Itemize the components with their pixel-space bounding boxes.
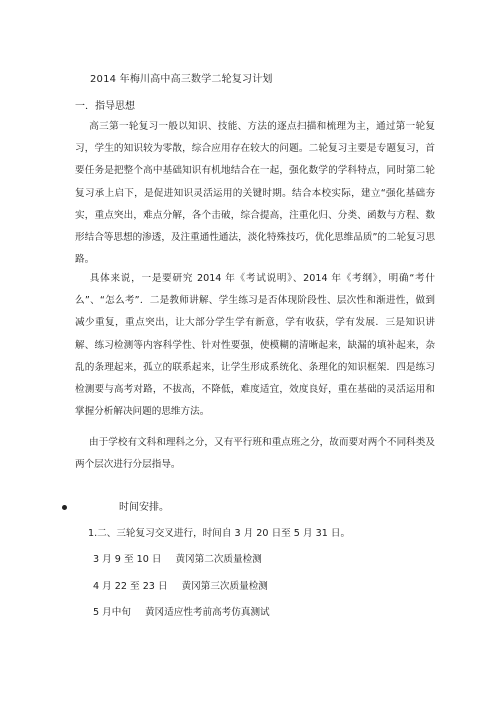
bullet-icon: [62, 505, 67, 510]
paragraph-3-text: 由于学校有文科和理科之分，又有平行班和重点班之分，故而要对两个不同科类及两个层次进行分层指导。: [75, 437, 435, 471]
schedule-date: 3 月 9 至 10 日: [93, 554, 162, 565]
paragraph-1-text: 高三第一轮复习一般以知识、技能、方法的逐点扫描和梳理为主，通过第一轮复习，学生的知识较为零散，综合应用存在较大的问题。二轮复习主要是专题复习，首要任务是把整个高中基础知识有机地结合在一起，强化数学的学科特点，同时第二轮复习承上启下，是促进知识灵活运用的关键时期。结合本校实际，建立“强化基础夯实，重点突出，难点分解，各个击破，综合提高，注重化归、分类、函数与方程、数形结合等思想的渗透，及注重通性通法，淡化特殊技巧，优化思维品质”的二轮复习思路。: [75, 121, 435, 266]
paragraph-2-text: 具体来说，一是要研究 2014 年《考试说明》、2014 年《考纲》，明确“考什么”、“怎么考”．二是教师讲解、学生练习是否体现阶段性、层次性和渐进性，做到减少重复，重点突出，让大部分学生学有新意，学有收获，学有发展．三是知识讲解、练习检测等内容科学性、针对性要强，使模糊的清晰起来，缺漏的填补起来，杂乱的条理起来，孤立的联系起来，让学生形成系统化、条理化的知识框架．四是练习检测要与高考对路，不拔高，不降低，难度适宜，效度良好，重在基础的灵活运用和掌握分析解决问题的思维方法。: [75, 273, 435, 418]
schedule-date: 4 月 22 至 23 日: [93, 581, 168, 592]
paragraph-1: [75, 116, 435, 271]
schedule-heading-text: 时间安排。: [119, 502, 169, 513]
schedule-entry: [93, 604, 270, 618]
section-heading-schedule: [62, 498, 169, 513]
schedule-date: 5 月中旬: [93, 607, 131, 618]
schedule-event: 黄冈第二次质量检测: [175, 554, 262, 565]
schedule-event: 黄冈第三次质量检测: [181, 581, 268, 592]
schedule-entry: [93, 578, 268, 592]
paragraph-2: [75, 268, 435, 423]
paragraph-3: [75, 432, 435, 476]
schedule-entry: [93, 551, 262, 565]
section-heading-guiding-ideology: 一．指导思想: [75, 101, 135, 112]
document-title: 2014 年梅川高中高三数学二轮复习计划: [90, 74, 273, 85]
schedule-event: 黄冈适应性考前高考仿真测试: [144, 607, 270, 618]
schedule-item-1: 1.二、三轮复习交叉进行，时间自 3 月 20 日至 5 月 31 日。: [88, 528, 351, 539]
